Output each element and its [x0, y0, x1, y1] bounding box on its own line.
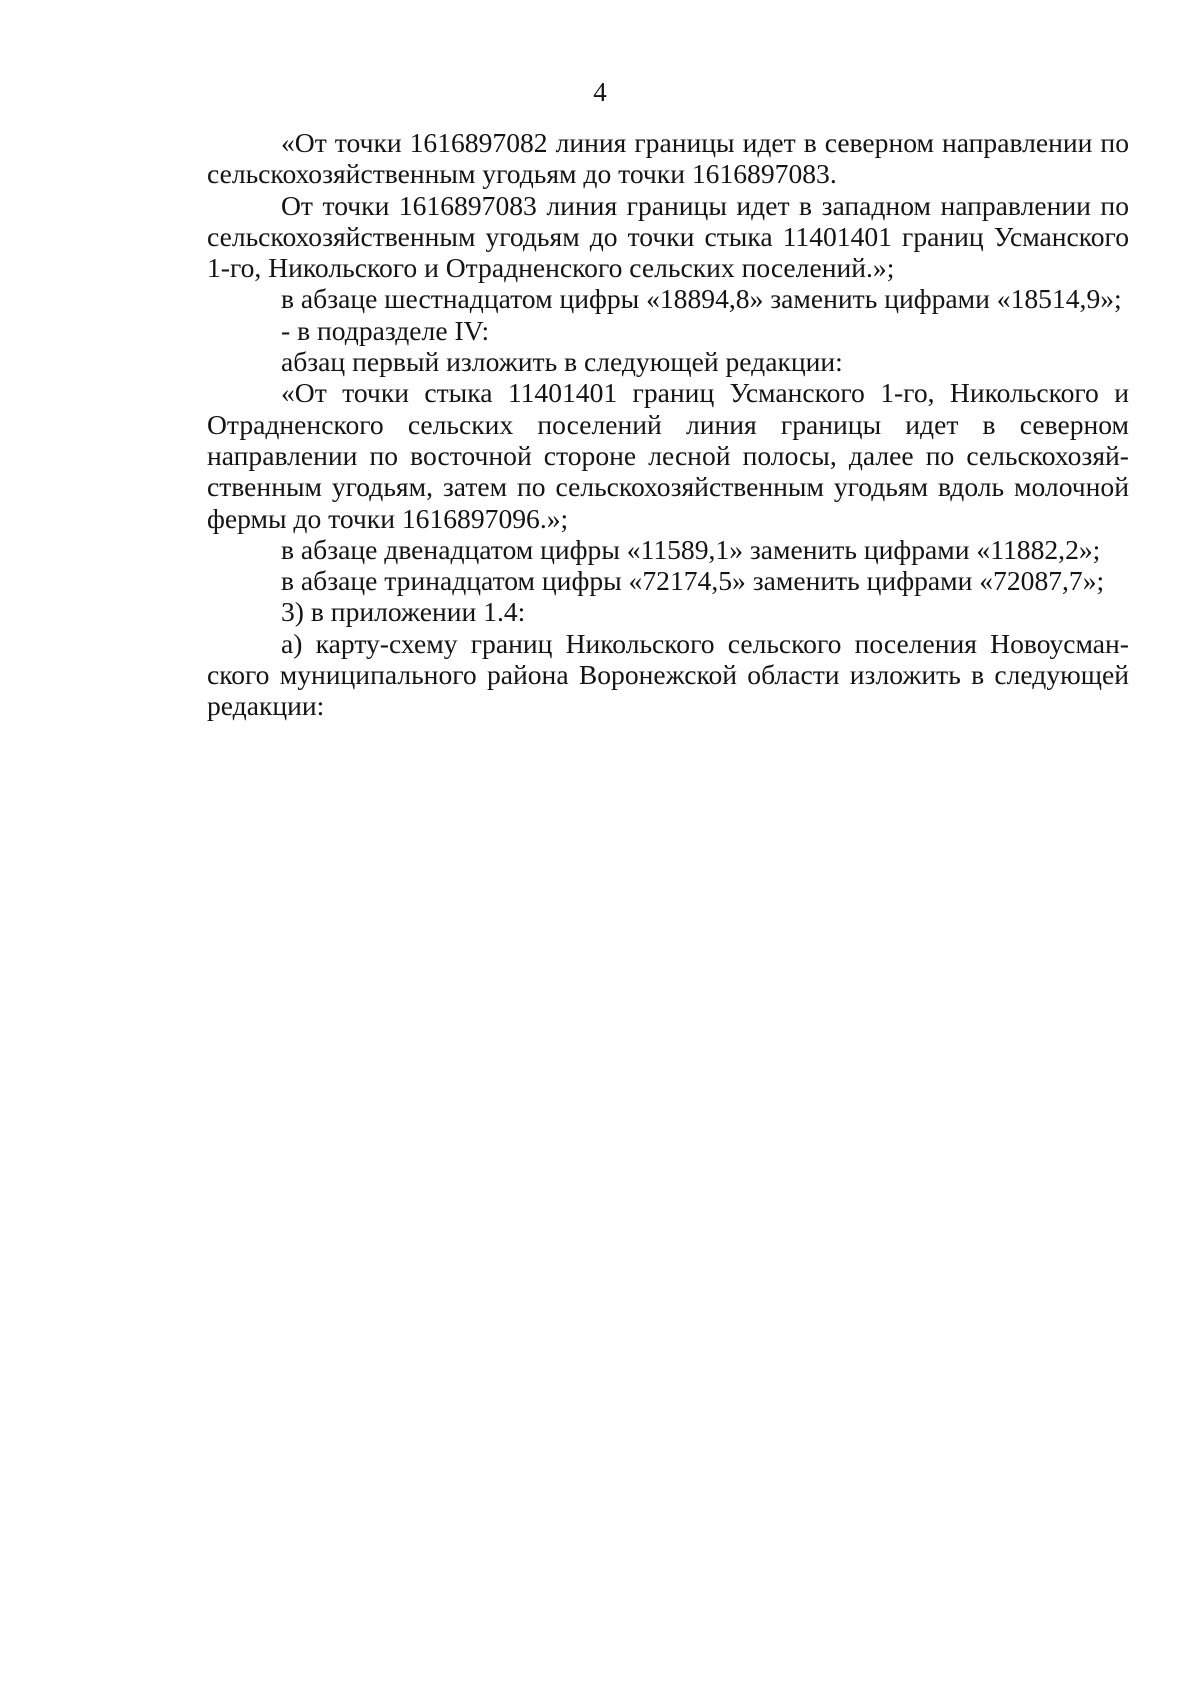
paragraph-point-1616897083: От точки 1616897083 линия границы идет в западном направлении по сельскохозяйственным угодьям до точки стыка 11401401 границ Усманского 1-го, Никольского и Отрадненского сельских поселений.»; [207, 189, 1129, 284]
paragraph-amend-twelfth: в абзаце двенадцатом цифры «11589,1» заменить цифрами «11882,2»; [281, 533, 1101, 565]
paragraph-amend-thirteenth: в абзаце тринадцатом цифры «72174,5» заменить цифрами «72087,7»; [281, 565, 1105, 597]
paragraph-point-1616897082: «От точки 1616897082 линия границы идет в северном направлении по сельскохозяйственным угодьям до точки 1616897083. [207, 127, 1129, 190]
page-number: 4 [593, 77, 607, 107]
paragraph-first-edit: абзац первый изложить в следующей редакции: [281, 346, 843, 378]
paragraph-subsection-iv: - в подразделе IV: [281, 314, 490, 346]
document-body [207, 127, 1129, 722]
paragraph-appendix-1-4: 3) в приложении 1.4: [281, 596, 526, 628]
paragraph-map-scheme: а) карту-схему границ Никольского сельского поселения Новоусманского муниципального района Воронежской области изложить в следующей редакции: [207, 627, 1129, 722]
paragraph-junction-11401401: «От точки стыка 11401401 границ Усманского 1-го, Никольского и Отрадненского сельских поселений линия границы идет в северном направлении по восточной стороне лесной полосы, далее по сельскохозяйственным угодьям, затем по сельскохозяйственным угодьям вдоль молочной фермы до точки 1616897096.»; [207, 377, 1129, 534]
paragraph-amend-sixteenth: в абзаце шестнадцатом цифры «18894,8» заменить цифрами «18514,9»; [281, 283, 1122, 315]
